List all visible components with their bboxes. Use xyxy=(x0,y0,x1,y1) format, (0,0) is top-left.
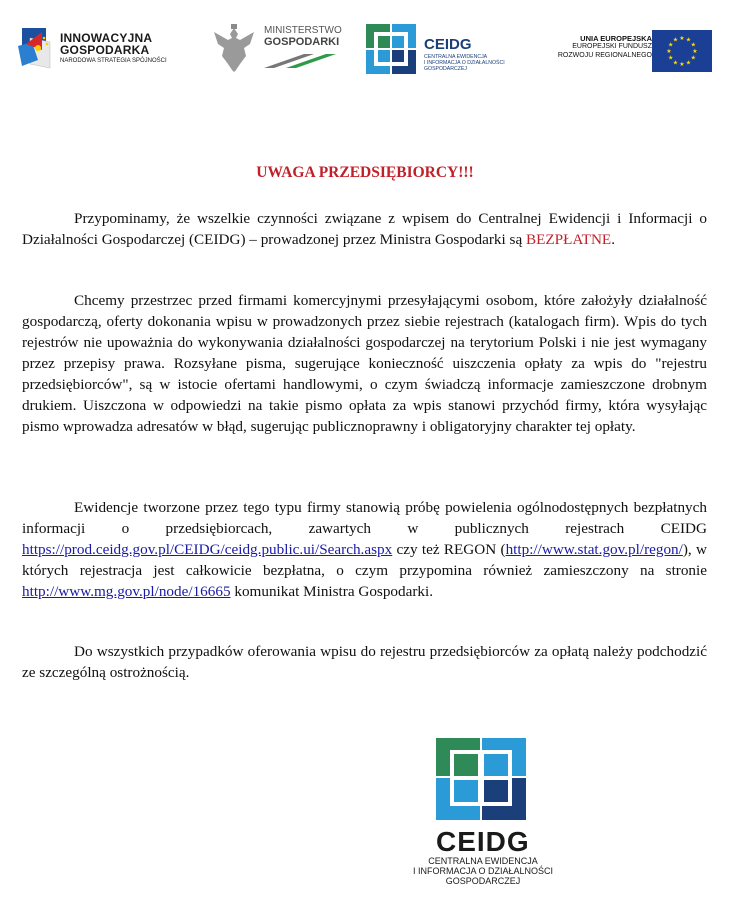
ceidg-header-logo xyxy=(366,22,531,76)
ceidg-footer-logo xyxy=(398,738,568,888)
eu-star-icon: ★ xyxy=(685,37,692,44)
ceidg-header-name: CEIDG xyxy=(424,36,472,53)
eu-star-icon: ★ xyxy=(679,62,685,68)
eu-star-icon: ★ xyxy=(692,49,698,55)
ceidg-footer-sub2: I INFORMACJA O DZIAŁALNOŚCI xyxy=(412,866,554,877)
paragraph-3-text-c: ), w których rejestracja jest całkowicie bezpłatna, o czym przypomina również zamieszczony na stronie xyxy=(22,541,707,579)
eu-star-icon: ★ xyxy=(668,42,674,49)
ceidg-footer-sub1: CENTRALNA EWIDENCJA xyxy=(428,856,538,866)
ministerstwo-label: MINISTERSTWO xyxy=(264,25,342,36)
paragraph-3-text-b: czy też REGON ( xyxy=(392,541,506,558)
eu-star-icon: ★ xyxy=(679,36,685,42)
ceidg-footer-sub3: GOSPODARCZEJ xyxy=(445,876,521,887)
paragraph-4 xyxy=(22,641,707,683)
gospodarka-title: GOSPODARKA xyxy=(60,43,150,57)
paragraph-3 xyxy=(22,497,707,602)
ministerstwo-stripes-icon xyxy=(264,54,336,68)
eu-star-icon: ★ xyxy=(690,42,696,49)
ceidg-header-sub2: I INFORMACJA O DZIAŁALNOŚCI xyxy=(424,59,505,66)
paragraph-3-text-a: Ewidencje tworzone przez tego typu firmy stanowią próbę powielenia ogólnodostępnych bezpłatnych informacji o przedsiębiorcach, zawartych w publicznych rejestrach CEIDG xyxy=(22,499,707,537)
ceidg-header-sub3: GOSPODARCZEJ xyxy=(424,65,467,72)
ue-line2: EUROPEJSKI FUNDUSZ xyxy=(572,43,652,51)
eu-star-icon: ★ xyxy=(690,55,696,62)
paragraph-1 xyxy=(22,208,707,250)
ceidg-header-emblem-icon xyxy=(366,24,416,74)
eu-star-icon: ★ xyxy=(672,37,679,44)
innowacyjna-gospodarka-logo xyxy=(16,22,186,78)
ministerstwo-gospodarki-logo xyxy=(210,22,340,76)
eu-flag-icon xyxy=(652,30,712,72)
innowacyjna-title: INNOWACYJNA xyxy=(60,31,153,45)
paragraph-2-text: Chcemy przestrzec przed firmami komercyjnymi przesyłającymi osobom, które założyły działalność gospodarczą, oferty dokonania wpisu w prowadzonych przez siebie rejestrach (katalogach firm). Wpis do tych rejestrów nie upoważnia do wykonywania działalności gospodarczej na terytorium Polski i nie jest wymagany przez przepisy prawa. Rozsyłane pisma, sugerujące konieczność uiszczenia opłaty za wpis do "rejestru przedsiębiorców", są w istocie ofertami handlowymi, o czym świadczą informacje zamieszczone drobnym drukiem. Uiszczona w odpowiedzi na takie pismo opłata za wpis stanowi przychód firmy, która wysyłając pismo wprowadza adresatów w błąd, sugerując publicznoprawny i obligatoryjny charakter tej opłaty. xyxy=(22,292,707,435)
paragraph-1-text: Przypominamy, że wszelkie czynności związane z wpisem do Centralnej Ewidencji i Informacji o Działalności Gospodarczej (CEIDG) – prowadzonej przez Ministra Gospodarki są xyxy=(22,210,707,248)
ue-line3: ROZWOJU REGIONALNEGO xyxy=(557,52,652,60)
bezplatne-highlight: BEZPŁATNE xyxy=(525,231,612,248)
ue-line1: UNIA EUROPEJSKA xyxy=(580,34,652,43)
unia-europejska-logo xyxy=(540,30,720,76)
eagle-emblem-icon xyxy=(210,24,258,74)
eu-star-icon: ★ xyxy=(668,55,674,62)
paragraph-2 xyxy=(22,290,707,437)
paragraph-4-text: Do wszystkich przypadków oferowania wpisu do rejestru przedsiębiorców za opłatą należy podchodzić ze szczególną ostrożnością. xyxy=(22,643,707,681)
paragraph-3-text-d: komunikat Ministra Gospodarki. xyxy=(230,583,434,600)
paragraph-1-end: . xyxy=(611,231,615,248)
document-title: UWAGA PRZEDSIĘBIORCY!!! xyxy=(256,164,474,181)
innowacyjna-subtitle: NARODOWA STRATEGIA SPÓJNOŚCI xyxy=(60,58,167,64)
eu-star-icon: ★ xyxy=(685,60,692,67)
eu-star-icon: ★ xyxy=(672,60,679,67)
eu-star-icon: ★ xyxy=(666,49,672,55)
regon-link[interactable]: http://www.stat.gov.pl/regon/ xyxy=(505,541,683,558)
mg-node-link[interactable]: http://www.mg.gov.pl/node/16665 xyxy=(22,583,231,600)
ceidg-footer-emblem-icon xyxy=(436,738,526,820)
ceidg-header-sub1: CENTRALNA EWIDENCJA xyxy=(424,54,488,60)
ceidg-search-link[interactable]: https://prod.ceidg.gov.pl/CEIDG/ceidg.public.ui/Search.aspx xyxy=(22,541,393,558)
ceidg-footer-name: CEIDG xyxy=(436,826,530,857)
innowacyjna-gospodarka-emblem-icon xyxy=(16,24,56,76)
gospodarki-label: GOSPODARKI xyxy=(264,35,340,48)
